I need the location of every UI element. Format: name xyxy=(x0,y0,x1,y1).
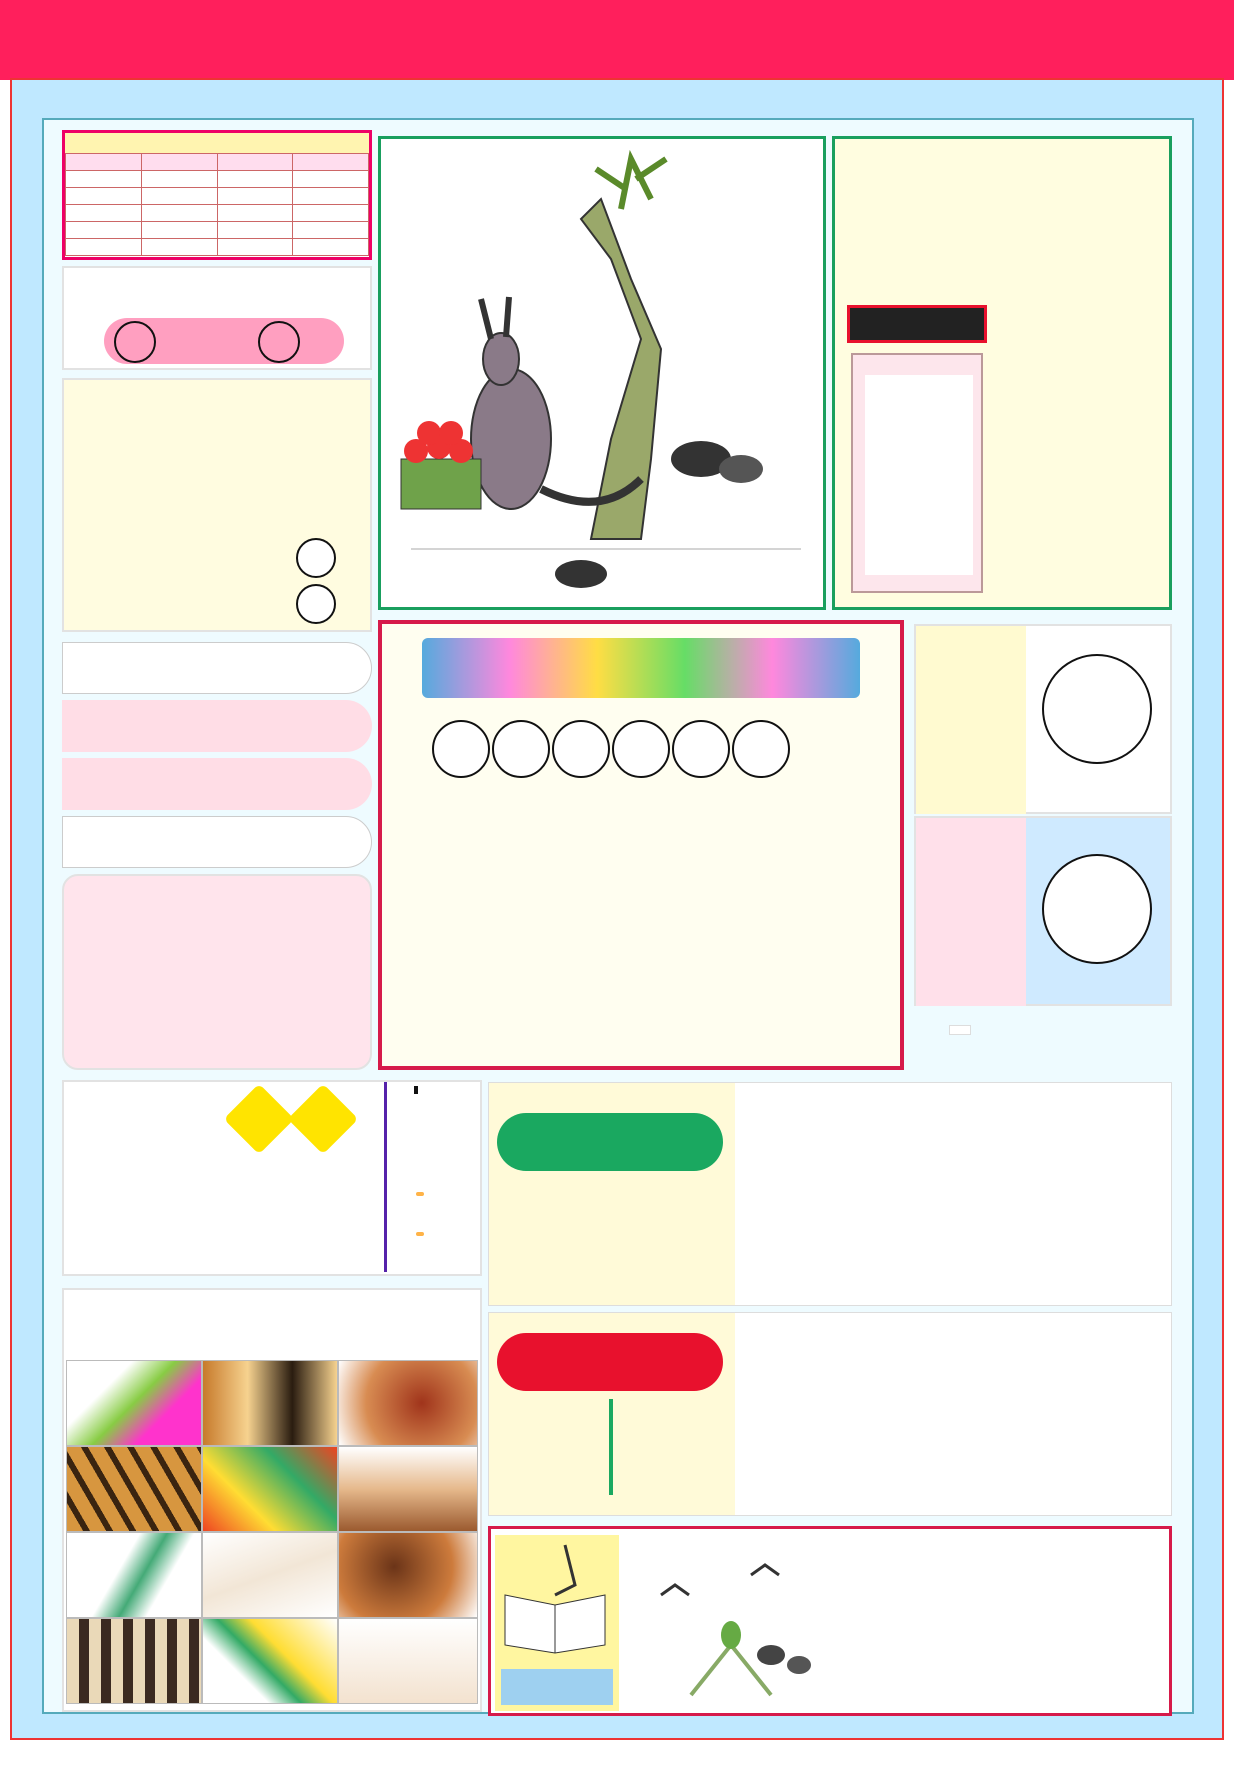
puzzle-piece xyxy=(66,1618,202,1704)
number-ball xyxy=(296,584,336,624)
riddle-explain-box xyxy=(488,1526,1172,1716)
table-row xyxy=(66,171,369,188)
butterfly-number xyxy=(416,1232,424,1236)
tip-label xyxy=(414,1086,418,1094)
puzzle-piece xyxy=(338,1532,478,1618)
riddle-label xyxy=(501,1669,613,1705)
seek-code-label xyxy=(847,305,987,343)
puzzle-piece xyxy=(66,1446,202,1532)
year-panel-side xyxy=(916,818,1026,1006)
year-panel xyxy=(914,816,1172,1006)
number-ball xyxy=(612,720,670,778)
frog-illustration xyxy=(631,1535,831,1711)
contribution-box xyxy=(62,874,372,1070)
puzzle-piece xyxy=(338,1618,478,1704)
number-table xyxy=(65,153,369,256)
lucky-zodiac-row xyxy=(62,700,372,752)
table-header xyxy=(293,154,369,171)
computer-analysis-box xyxy=(378,620,904,1070)
number-ball xyxy=(732,720,790,778)
number-ball xyxy=(1042,854,1152,964)
year-panel xyxy=(914,624,1172,814)
xuanji-box xyxy=(62,1080,482,1276)
puzzle-piece xyxy=(202,1360,338,1446)
divider xyxy=(384,1082,387,1272)
table-row xyxy=(66,188,369,205)
table-title xyxy=(65,133,369,153)
total-head xyxy=(949,1025,971,1035)
book-illustration xyxy=(495,1535,619,1711)
number-ball xyxy=(552,720,610,778)
divider xyxy=(609,1399,613,1495)
number-ball xyxy=(114,321,156,363)
table-header xyxy=(217,154,293,171)
lucky-range-row xyxy=(62,816,372,868)
riddle-picture xyxy=(378,136,826,610)
table-header xyxy=(141,154,217,171)
table-row xyxy=(66,239,369,256)
puzzle-piece xyxy=(202,1618,338,1704)
special-code-box xyxy=(62,378,372,632)
special-open-box xyxy=(488,1312,1172,1516)
kangaroo-illustration xyxy=(381,139,823,607)
lucky-number-row xyxy=(62,642,372,694)
butterfly-number xyxy=(416,1192,424,1196)
footer xyxy=(0,1740,1234,1776)
table-header xyxy=(66,154,142,171)
liuhe-xuanji-panel xyxy=(832,136,1172,610)
puzzle-piece xyxy=(66,1532,202,1618)
total-score-box xyxy=(488,1082,1172,1306)
scroll-text xyxy=(865,375,973,575)
number-ball xyxy=(432,720,490,778)
top-stripe xyxy=(42,82,1194,112)
scroll-panel xyxy=(851,353,983,593)
puzzle-piece xyxy=(338,1446,478,1532)
year-panel-side xyxy=(916,626,1026,814)
book-icon xyxy=(495,1535,619,1655)
number-ball xyxy=(296,538,336,578)
computer-analysis-title xyxy=(422,638,860,698)
number-ball xyxy=(492,720,550,778)
total-score-badge xyxy=(497,1113,723,1171)
badge-shape xyxy=(288,1084,359,1155)
number-ball xyxy=(258,321,300,363)
puzzle-piece xyxy=(66,1360,202,1446)
right-stripe xyxy=(1196,110,1222,1710)
lucky-color-row xyxy=(62,758,372,810)
puzzle-piece xyxy=(338,1360,478,1446)
puzzle-piece xyxy=(202,1446,338,1532)
number-ball xyxy=(672,720,730,778)
special-open-badge xyxy=(497,1333,723,1391)
hot-cold-table xyxy=(62,130,372,260)
badge-shape xyxy=(224,1084,295,1155)
left-stripe xyxy=(14,110,40,1710)
number-ball xyxy=(1042,654,1152,764)
cold-hot-box xyxy=(62,266,372,370)
puzzle-piece xyxy=(202,1532,338,1618)
table-row xyxy=(66,222,369,239)
zodiac-puzzle-box xyxy=(62,1288,482,1712)
table-row xyxy=(66,205,369,222)
header-bar xyxy=(0,0,1234,80)
